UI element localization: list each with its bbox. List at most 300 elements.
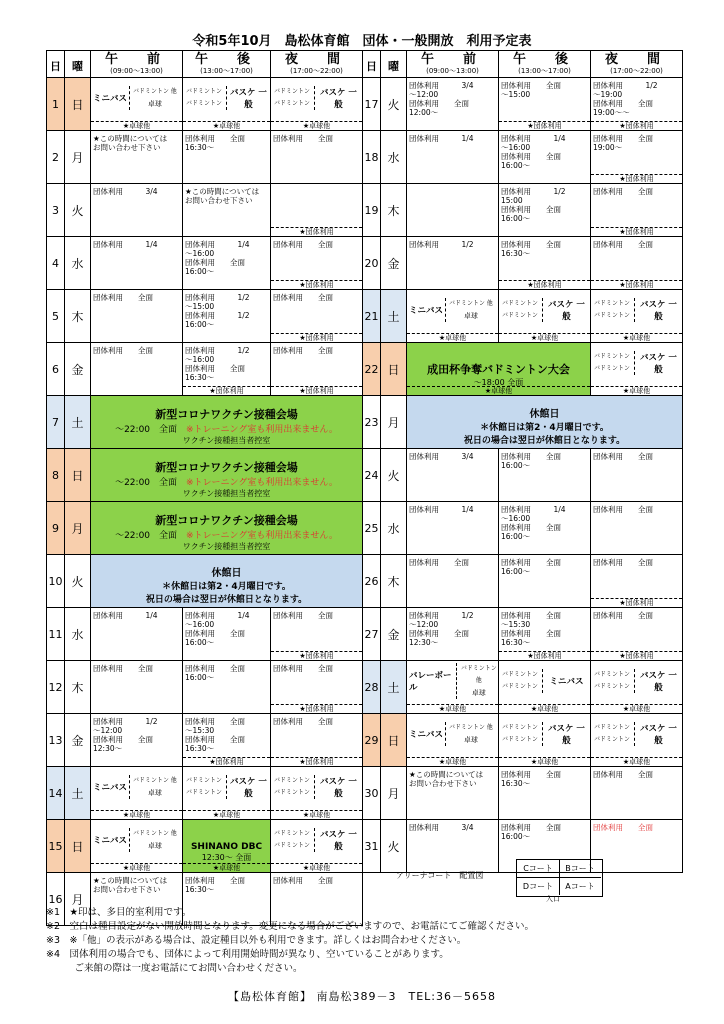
sport-stack: [274, 828, 315, 852]
slot-evening: [271, 184, 363, 237]
weekday: 日: [65, 820, 91, 873]
table-row: [47, 661, 683, 714]
sport-stack: [186, 775, 227, 799]
vaccine-block: [91, 449, 363, 502]
training-room-note: ※トレーニング室も利用出来ません。: [186, 425, 338, 435]
slot-morning-text: 団体利用 全面: [93, 664, 153, 673]
sport-main: バスケ 一般: [229, 777, 267, 799]
weekday: 木: [381, 184, 407, 237]
day-number: 27: [363, 608, 381, 661]
header-ev-label: 夜 間: [604, 51, 668, 67]
slot-morning: [91, 184, 183, 237]
header-ev: [271, 51, 363, 78]
slot-afternoon-text: 団体利用 全面 16:00～: [501, 558, 561, 576]
vaccine-sub: ～22:00 全面 ※トレーニング室も利用出来ません。: [115, 425, 338, 435]
slot-afternoon: [183, 343, 271, 396]
vaccine-title: 新型コロナワクチン接種会場: [155, 514, 298, 527]
slot-morning-text: 団体利用 3/4: [409, 823, 474, 832]
slot-evening-text: 団体利用 全面: [593, 770, 653, 779]
sport-sub: バドミントン: [594, 683, 630, 690]
slot-evening: [271, 608, 363, 661]
slot-evening: [591, 237, 683, 290]
multipurpose-room-note: ★団体利用: [271, 280, 362, 289]
sport-sub: バドミントン: [502, 736, 538, 743]
multipurpose-room-note: ★卓球他: [407, 704, 498, 713]
slot-evening-sports: [591, 343, 682, 383]
slot-afternoon: [183, 78, 271, 131]
multipurpose-room-note: ★卓球他: [91, 121, 182, 130]
page-title: 令和5年10月 島松体育館 団体・一般開放 利用予定表: [192, 34, 532, 49]
day-number: 17: [363, 78, 381, 131]
header-pm-label: 午 後: [194, 51, 258, 67]
sport-sub: バドミントン: [274, 88, 310, 95]
sport-main: バスケ 一般: [639, 671, 677, 693]
slot-morning: [407, 184, 499, 237]
weekday: 火: [65, 555, 91, 608]
sport-sub: バドミントン 他: [133, 830, 177, 837]
multipurpose-room-note: ★団体利用: [271, 757, 362, 766]
vaccine-sub: ～22:00 全面 ※トレーニング室も利用出来ません。: [115, 478, 338, 488]
weekday: 金: [65, 714, 91, 767]
sport-sub: バドミントン: [274, 789, 310, 796]
header-am-label: 午 前: [104, 51, 168, 67]
slot-afternoon-text: 団体利用 1/4 ～16:00 団体利用 全面 16:00～: [501, 505, 566, 541]
slot-afternoon: [183, 131, 271, 184]
slot-morning-text: 団体利用 全面: [93, 346, 153, 355]
slot-evening-text: 団体利用 全面: [273, 346, 333, 355]
table-row: [47, 237, 683, 290]
table-row: [47, 555, 683, 608]
slot-evening: [271, 131, 363, 184]
sport-sub: 卓球: [463, 312, 478, 320]
event-title: 成田杯争奪バドミントン大会: [427, 362, 570, 376]
multipurpose-room-note: ★卓球他: [183, 121, 270, 130]
multipurpose-room-note: ★卓球他: [591, 333, 682, 342]
multipurpose-room-note: ★団体利用: [183, 386, 270, 395]
multipurpose-room-note: ★団体利用: [499, 121, 590, 130]
slot-evening: [591, 449, 683, 502]
weekday: 金: [381, 608, 407, 661]
slot-evening: [591, 131, 683, 184]
sport-main: ミニバス: [93, 783, 128, 793]
weekday: 木: [65, 290, 91, 343]
table-row: [47, 449, 683, 502]
slot-afternoon-text: 団体利用 1/4 ～16:00 団体利用 全面 16:00～: [185, 240, 250, 276]
slot-morning-text: 団体利用 1/2 ～12:00 団体利用 全面 12:30～: [93, 717, 158, 753]
header-weekday-label: 曜: [388, 59, 399, 73]
multipurpose-room-note: ★卓球他: [91, 863, 182, 872]
slot-morning-text: 団体利用 3/4: [93, 187, 158, 196]
weekday: 木: [381, 555, 407, 608]
sport-sub: 卓球: [471, 689, 486, 697]
sport-main: バレーボール: [409, 671, 452, 693]
header-ev-label: 夜 間: [284, 51, 348, 67]
sport-sub: バドミントン: [186, 100, 222, 107]
slot-evening-text: 団体利用 全面 19:00～: [593, 134, 653, 152]
weekday: 月: [381, 396, 407, 449]
header-pm-time: (13:00～17:00): [200, 66, 253, 75]
slot-morning-text: ★この時間については お問い合わせ下さい: [93, 876, 168, 894]
weekday: 火: [381, 78, 407, 131]
slot-afternoon: [499, 714, 591, 767]
closed-title: 休館日: [211, 567, 242, 579]
sport-stack: [594, 722, 635, 746]
event-block: [407, 343, 591, 396]
sport-sub: バドミントン 他: [133, 88, 177, 95]
weekday: 月: [381, 767, 407, 820]
multipurpose-room-note: ★団体利用: [271, 386, 362, 395]
table-row: [47, 767, 683, 820]
header-day-label: 日: [366, 59, 377, 73]
slot-afternoon: [499, 237, 591, 290]
multipurpose-room-note: ★団体利用: [591, 280, 682, 289]
slot-afternoon-text: 団体利用 全面 ～15:30 団体利用 全面 16:30～: [501, 611, 561, 647]
note-3: ※3 ※「他」の表示がある場合は、設定種目以外も利用できます。詳しくはお問合わせください。: [46, 935, 467, 946]
day-number: 8: [47, 449, 65, 502]
weekday: 日: [381, 714, 407, 767]
day-number: 29: [363, 714, 381, 767]
weekday: 土: [381, 661, 407, 714]
multipurpose-room-note: ★卓球他: [591, 386, 682, 395]
slot-afternoon-text: 団体利用 1/2 15:00 団体利用 全面 16:00～: [501, 187, 566, 223]
multipurpose-room-note: ★卓球他: [591, 757, 682, 766]
court-d: Dコート: [517, 878, 560, 895]
multipurpose-room-note: ★団体利用: [591, 121, 682, 130]
day-number: 23: [363, 396, 381, 449]
slot-morning-text: 団体利用 1/4: [93, 611, 158, 620]
sport-stack: [594, 669, 635, 693]
slot-morning: [407, 449, 499, 502]
sport-stack: [594, 351, 635, 375]
sport-main: ミニバス: [93, 94, 128, 104]
schedule-table: [46, 50, 683, 926]
weekday: 火: [381, 449, 407, 502]
day-number: 6: [47, 343, 65, 396]
header-ev-time: (17:00～22:00): [610, 66, 663, 75]
slot-afternoon: [499, 608, 591, 661]
sport-sub: バドミントン: [594, 312, 630, 319]
weekday: 日: [65, 449, 91, 502]
slot-afternoon: [499, 131, 591, 184]
header-weekday: [381, 51, 407, 78]
court-a: Aコート: [565, 882, 595, 891]
sport-stack: [186, 86, 227, 110]
multipurpose-room-note: ★団体利用: [499, 280, 590, 289]
sport-sub: 卓球: [147, 842, 162, 850]
sport-sub: バドミントン: [502, 312, 538, 319]
sport-sub: バドミントン: [502, 683, 538, 690]
multipurpose-room-note: ★卓球他: [271, 121, 362, 130]
slot-afternoon: [499, 767, 591, 820]
sport-sub: バドミントン 他: [449, 724, 493, 731]
slot-evening-text: 団体利用 全面: [593, 240, 653, 249]
sport-sub: バドミントン: [274, 777, 310, 784]
slot-morning: [91, 608, 183, 661]
slot-morning-sports: [91, 78, 182, 118]
club-title: SHINANO DBC: [190, 841, 263, 852]
header-row: [47, 51, 683, 78]
vaccine-block: [91, 396, 363, 449]
closed-block: [91, 555, 363, 608]
weekday: 火: [65, 184, 91, 237]
multipurpose-room-note: ★卓球他: [407, 386, 590, 395]
slot-morning-text: 団体利用 全面: [93, 293, 153, 302]
slot-evening: [271, 767, 363, 820]
table-row: [47, 502, 683, 555]
slot-evening-text: 団体利用 全面: [273, 240, 333, 249]
vaccine-foot: ワクチン接種担当者控室: [182, 436, 271, 445]
slot-morning-sports: [407, 661, 498, 701]
closed-holiday: 祝日の場合は翌日が休館日となります。: [145, 594, 308, 605]
weekday: 金: [65, 343, 91, 396]
slot-evening-sports: [591, 714, 682, 754]
day-number: 7: [47, 396, 65, 449]
court-label: アリーナコート 配置図: [396, 871, 484, 880]
sport-sub: バドミントン 他: [133, 777, 177, 784]
sport-main: バスケ 一般: [319, 830, 357, 852]
sport-stack: [456, 663, 498, 699]
table-row: [47, 184, 683, 237]
vaccine-foot: ワクチン接種担当者控室: [182, 542, 271, 551]
sport-sub: 卓球: [463, 736, 478, 744]
sport-stack: [274, 86, 315, 110]
multipurpose-room-note: ★団体利用: [183, 757, 270, 766]
header-am-time: (09:00～13:00): [426, 66, 479, 75]
sport-sub: バドミントン: [594, 300, 630, 307]
slot-morning: [407, 661, 499, 714]
slot-afternoon-sports: [183, 78, 270, 118]
sport-sub: バドミントン: [594, 736, 630, 743]
slot-afternoon: [499, 184, 591, 237]
slot-morning: [407, 608, 499, 661]
weekday: 月: [65, 873, 91, 926]
table-row: [47, 396, 683, 449]
day-number: 1: [47, 78, 65, 131]
facility-footer: 【島松体育館】 南島松389－3 TEL:36－5658: [228, 990, 496, 1003]
multipurpose-room-note: ★卓球他: [407, 757, 498, 766]
weekday: 土: [381, 290, 407, 343]
slot-evening-sports: [591, 661, 682, 701]
day-number: 28: [363, 661, 381, 714]
day-number: 30: [363, 767, 381, 820]
sport-sub: バドミントン: [274, 842, 310, 849]
multipurpose-room-note: ★団体利用: [591, 651, 682, 660]
slot-morning-text: ★この時間については お問い合わせ下さい: [409, 770, 484, 788]
slot-evening-text: 団体利用 全面: [593, 558, 653, 567]
header-pm-time: (13:00～17:00): [518, 66, 571, 75]
weekday: 土: [65, 396, 91, 449]
vaccine-title: 新型コロナワクチン接種会場: [155, 461, 298, 474]
table-row: [47, 131, 683, 184]
sport-main: ミニバス: [409, 730, 444, 740]
slot-morning: [407, 502, 499, 555]
multipurpose-room-note: ★団体利用: [271, 333, 362, 342]
sport-stack: [129, 775, 177, 799]
multipurpose-room-note: ★団体利用: [591, 227, 682, 236]
court-layout: [366, 857, 682, 902]
slot-morning-text: 団体利用 3/4 ～12:00 団体利用 全面 12:00～: [409, 81, 474, 117]
sport-sub: バドミントン: [594, 353, 630, 360]
header-ev: [591, 51, 683, 78]
multipurpose-room-note: ★卓球他: [407, 333, 498, 342]
sport-main: バスケ 一般: [547, 724, 585, 746]
multipurpose-room-note: ★卓球他: [499, 757, 590, 766]
header-pm: [499, 51, 591, 78]
sport-sub: バドミントン: [594, 365, 630, 372]
sport-stack: [594, 298, 635, 322]
slot-morning: [91, 290, 183, 343]
multipurpose-room-note: ★団体利用: [591, 598, 682, 607]
slot-evening-text: 団体利用 1/2 ～19:00 団体利用 全面 19:00～～: [593, 81, 658, 117]
slot-morning-sports: [91, 820, 182, 860]
header-ev-time: (17:00～22:00): [290, 66, 343, 75]
slot-evening: [591, 555, 683, 608]
slot-morning: [407, 78, 499, 131]
day-number: 21: [363, 290, 381, 343]
slot-morning: [91, 131, 183, 184]
header-pm-label: 午 後: [512, 51, 576, 67]
day-number: 3: [47, 184, 65, 237]
day-number: 19: [363, 184, 381, 237]
day-number: 2: [47, 131, 65, 184]
slot-morning: [407, 767, 499, 820]
slot-afternoon: [499, 78, 591, 131]
header-am-time: (09:00～13:00): [110, 66, 163, 75]
slot-morning-sports: [91, 767, 182, 807]
day-number: 26: [363, 555, 381, 608]
slot-morning: [91, 78, 183, 131]
slot-morning-text: 団体利用 1/2 ～12:00 団体利用 全面 12:30～: [409, 611, 474, 647]
closed-rule: ＊休館日は第2・4月曜日です。: [162, 581, 291, 592]
slot-morning: [91, 343, 183, 396]
day-number: 18: [363, 131, 381, 184]
slot-evening-text: 団体利用 全面: [273, 611, 333, 620]
sport-sub: バドミントン: [274, 100, 310, 107]
slot-evening: [591, 343, 683, 396]
sport-sub: バドミントン: [186, 777, 222, 784]
slot-afternoon-text: 団体利用 全面 16:30～: [185, 134, 245, 152]
slot-evening-text: 団体利用 全面: [273, 134, 333, 143]
slot-evening: [271, 290, 363, 343]
slot-morning: [91, 714, 183, 767]
weekday: 水: [381, 131, 407, 184]
slot-afternoon-text: ★この時間については お問い合わせ下さい: [185, 187, 260, 205]
court-grid: [516, 859, 603, 897]
day-number: 20: [363, 237, 381, 290]
sport-sub: 卓球: [147, 789, 162, 797]
weekday: 月: [65, 502, 91, 555]
day-number: 5: [47, 290, 65, 343]
multipurpose-room-note: ★卓球他: [271, 810, 362, 819]
closed-holiday: 祝日の場合は翌日が休館日となります。: [463, 435, 626, 446]
weekday: 日: [381, 343, 407, 396]
slot-afternoon: [499, 449, 591, 502]
sport-sub: バドミントン: [502, 671, 538, 678]
multipurpose-room-note: ★卓球他: [183, 810, 270, 819]
table-row: [47, 290, 683, 343]
slot-evening-text: 団体利用 全面: [273, 717, 333, 726]
sport-main: バスケ 一般: [319, 777, 357, 799]
slot-afternoon-text: 団体利用 全面 16:00～: [501, 452, 561, 470]
table-row: [47, 343, 683, 396]
slot-afternoon-text: 団体利用 1/2 ～15:00 団体利用 1/2 16:00～: [185, 293, 250, 329]
sport-stack: [502, 722, 543, 746]
slot-morning: [407, 555, 499, 608]
note-5: ご来館の際は一度お電話にてお問い合わせください。: [46, 963, 303, 974]
sport-sub: バドミントン: [594, 671, 630, 678]
sport-sub: バドミントン 他: [460, 665, 497, 684]
header-weekday-label: 曜: [72, 59, 83, 73]
court-b: Bコート: [559, 860, 601, 878]
day-number: 14: [47, 767, 65, 820]
day-number: 13: [47, 714, 65, 767]
event-sub: ～18:00 全面: [473, 377, 524, 387]
slot-afternoon-text: 団体利用 全面 ～15:00: [501, 81, 561, 99]
slot-afternoon-text: 団体利用 全面 ～15:30 団体利用 全面 16:30～: [185, 717, 245, 753]
day-number: 11: [47, 608, 65, 661]
sport-stack: [129, 828, 177, 852]
slot-afternoon: [183, 608, 271, 661]
sport-stack: [445, 722, 493, 746]
sport-main: バスケ 一般: [319, 88, 357, 110]
slot-evening: [271, 820, 363, 873]
slot-evening: [271, 343, 363, 396]
slot-evening-text: 団体利用 全面: [273, 664, 333, 673]
slot-afternoon: [183, 767, 271, 820]
slot-evening: [271, 78, 363, 131]
sport-stack: [502, 298, 543, 322]
slot-morning: [407, 131, 499, 184]
slot-morning: [91, 820, 183, 873]
vaccine-block: [91, 502, 363, 555]
court-entrance: 入口: [546, 895, 560, 903]
slot-evening-sports: [591, 290, 682, 330]
multipurpose-room-note: ★団体利用: [271, 704, 362, 713]
slot-evening-sports: [271, 78, 362, 118]
vaccine-foot: ワクチン接種担当者控室: [182, 489, 271, 498]
note-4: ※4 団体利用の場合でも、団体によって利用開始時間が異なり、空いていることがあります。: [46, 949, 449, 960]
slot-evening-text: 団体利用 全面: [273, 876, 333, 885]
slot-afternoon: [183, 237, 271, 290]
header-pm: [183, 51, 271, 78]
slot-morning-text: 団体利用 3/4: [409, 452, 474, 461]
slot-afternoon: [499, 555, 591, 608]
sport-main: バスケ 一般: [639, 300, 677, 322]
closed-title: 休館日: [529, 408, 560, 420]
sport-stack: [445, 298, 493, 322]
multipurpose-room-note: ★卓球他: [91, 810, 182, 819]
slot-afternoon: [499, 290, 591, 343]
slot-morning-text: 団体利用 1/4: [409, 134, 474, 143]
slot-evening-text: 団体利用 全面: [593, 611, 653, 620]
sport-sub: バドミントン 他: [449, 300, 493, 307]
sport-main: ミニバス: [93, 836, 128, 846]
slot-afternoon: [183, 290, 271, 343]
day-number: 31: [363, 820, 381, 873]
slot-evening: [591, 184, 683, 237]
weekday: 水: [65, 237, 91, 290]
slot-afternoon-text: 団体利用 1/4 ～16:00 団体利用 全面 16:00～: [185, 611, 250, 647]
slot-evening: [271, 237, 363, 290]
sport-main: バスケ 一般: [547, 300, 585, 322]
sport-main: バスケ 一般: [639, 353, 677, 375]
slot-evening: [591, 502, 683, 555]
sport-stack: [129, 86, 177, 110]
slot-afternoon: [499, 502, 591, 555]
multipurpose-room-note: ★団体利用: [271, 651, 362, 660]
weekday: 金: [381, 237, 407, 290]
header-am: [91, 51, 183, 78]
